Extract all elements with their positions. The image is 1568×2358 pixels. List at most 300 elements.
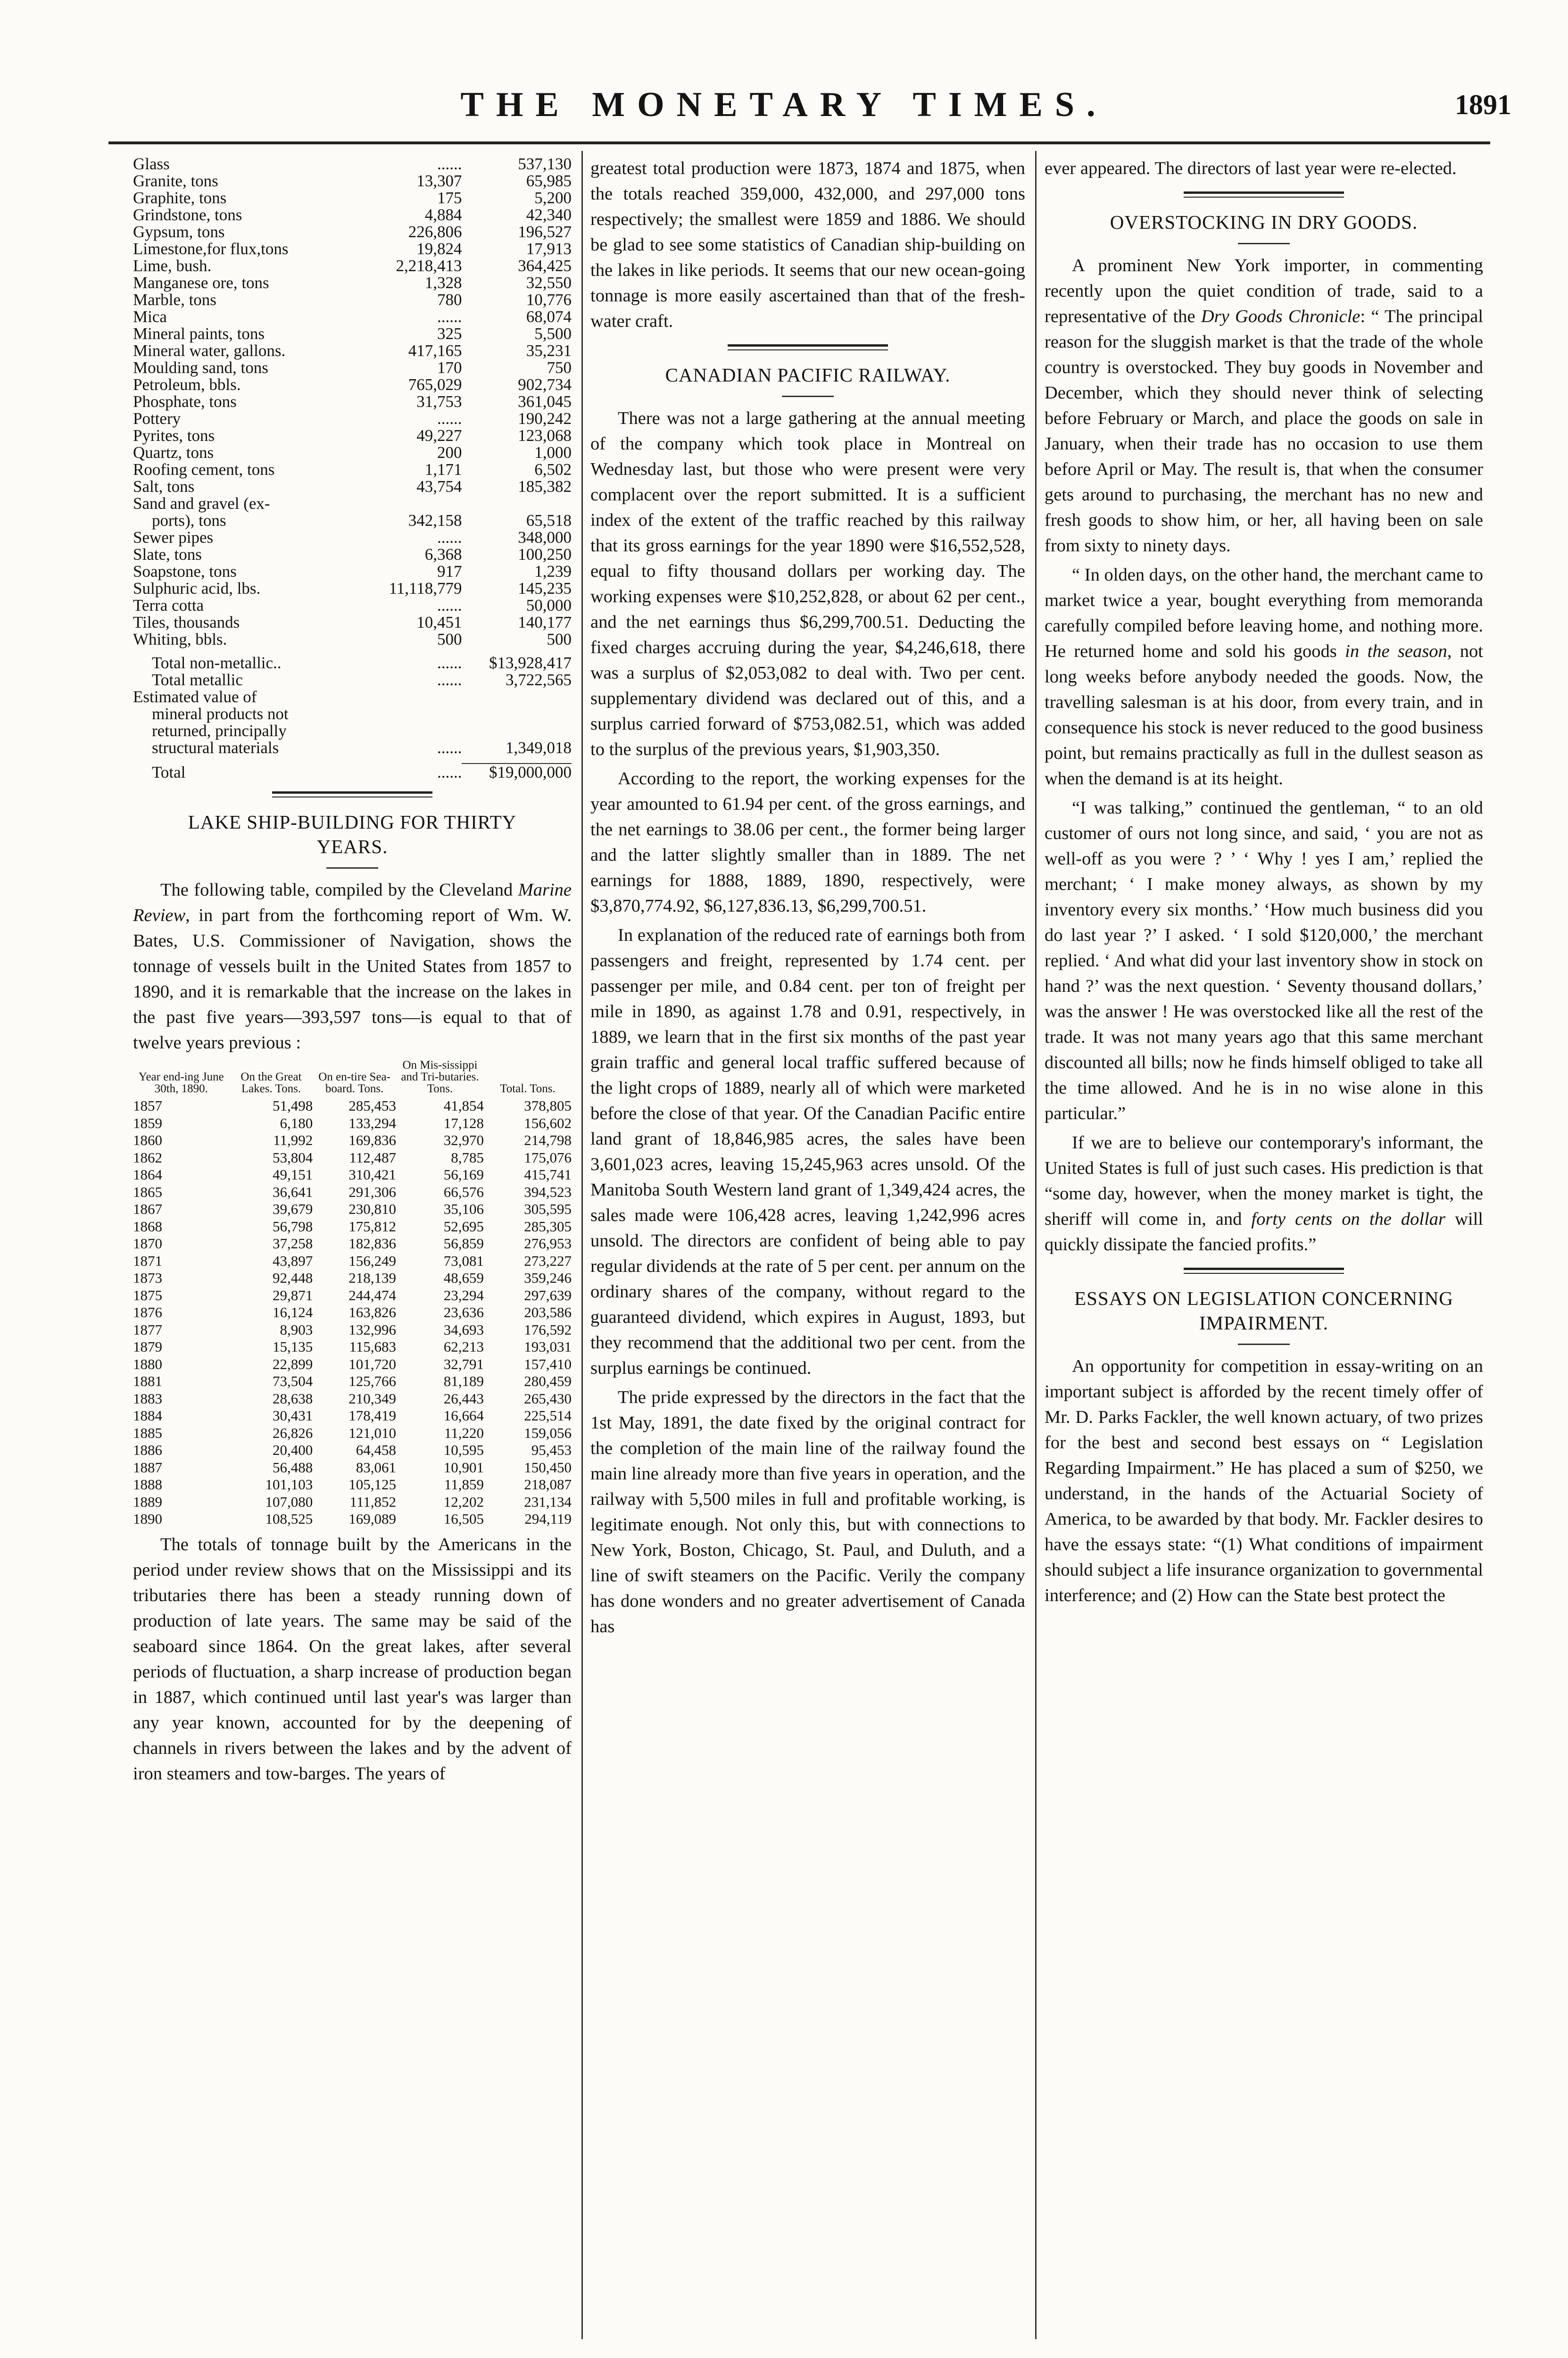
row-seaboard: 121,010 (348, 1424, 396, 1441)
row-great-lakes: 56,488 (273, 1459, 313, 1476)
mineral-name: Sewer pipes (133, 528, 214, 547)
mineral-quantity (387, 495, 462, 512)
summary-value: $13,928,417 (489, 654, 572, 672)
row-seaboard: 156,249 (348, 1252, 396, 1269)
mineral-quantity: 1,328 (424, 274, 462, 292)
row-year: 1870 (133, 1235, 162, 1252)
mineral-name: Terra cotta (133, 596, 204, 614)
row-great-lakes: 39,679 (273, 1201, 313, 1217)
summary-row (133, 689, 572, 706)
summary-label: returned, principally (152, 722, 287, 740)
row-great-lakes: 26,826 (273, 1424, 313, 1441)
mineral-value: 65,985 (526, 172, 572, 190)
mineral-quantity: 43,754 (416, 477, 462, 496)
mineral-quantity: 765,029 (408, 375, 462, 394)
mineral-row (133, 224, 572, 241)
total-value: $19,000,000 (462, 764, 572, 781)
row-mississippi: 23,636 (443, 1304, 484, 1320)
row-mississippi: 52,695 (443, 1218, 484, 1235)
row-total: 157,410 (524, 1355, 572, 1372)
row-year: 1875 (133, 1287, 162, 1304)
cpr-continued: ever appeared. The directors of last year were re-elected. (1045, 158, 1457, 178)
row-mississippi: 41,854 (443, 1097, 484, 1114)
mineral-row (133, 427, 572, 444)
row-mississippi: 10,595 (443, 1442, 484, 1458)
shipbuilding-row (133, 1390, 572, 1408)
row-great-lakes: 92,448 (273, 1270, 313, 1286)
row-mississippi: 66,576 (443, 1183, 484, 1200)
row-mississippi: 56,859 (443, 1235, 484, 1252)
row-mississippi: 23,294 (443, 1287, 484, 1304)
lake-continued: greatest total production were 1873, 1874 and 1875, when the totals reached 359,000, 432,000, and 297,000 tons respectively; the smallest were 1859 and 1886. We should be glad to see some statistics of Canadian ship-building on the lakes in like periods. It seems that our new ocean-going tonnage is more easily ascertained than that of the fresh-water craft. (590, 158, 1025, 331)
row-mississippi: 32,970 (443, 1132, 484, 1148)
summary-row (133, 739, 572, 756)
summary-value (462, 706, 572, 722)
col-year: Year end-ing June 30th, 1890. (138, 1071, 224, 1095)
row-year: 1884 (133, 1407, 162, 1424)
mineral-name: Whiting, bbls. (133, 630, 227, 648)
summary-quantity (387, 706, 462, 722)
column-divider (581, 151, 583, 2339)
mineral-name: Quartz, tons (133, 443, 214, 462)
mineral-quantity: 19,824 (416, 240, 462, 258)
row-total: 218,087 (524, 1476, 572, 1493)
mineral-name: Slate, tons (133, 545, 202, 564)
row-great-lakes: 15,135 (273, 1338, 313, 1355)
mineral-name: Gypsum, tons (133, 223, 225, 241)
row-great-lakes: 8,903 (280, 1321, 313, 1338)
total-label: Total (152, 763, 186, 781)
shipbuilding-row (133, 1407, 572, 1425)
row-seaboard: 83,061 (356, 1459, 396, 1476)
row-year: 1873 (133, 1270, 162, 1286)
row-great-lakes: 108,525 (265, 1511, 313, 1527)
mineral-quantity: 170 (437, 358, 462, 377)
mineral-name: Moulding sand, tons (133, 358, 268, 377)
mineral-value: 1,239 (534, 562, 572, 581)
row-seaboard: 64,458 (356, 1442, 396, 1458)
mineral-quantity: ...... (437, 156, 462, 173)
shipbuilding-row (133, 1115, 572, 1132)
minerals-total-row (133, 764, 572, 781)
row-great-lakes: 28,638 (273, 1390, 313, 1407)
shipbuilding-row (133, 1442, 572, 1459)
row-great-lakes: 37,258 (273, 1235, 313, 1252)
row-total: 378,805 (524, 1097, 572, 1114)
mineral-value: 35,231 (526, 341, 572, 360)
mineral-row (133, 257, 572, 274)
shipbuilding-row (133, 1132, 572, 1149)
mineral-row (133, 410, 572, 427)
mineral-quantity: 11,118,779 (389, 579, 462, 598)
mineral-name: Petroleum, bbls. (133, 375, 241, 394)
shipbuilding-table-header (133, 1059, 572, 1097)
row-year: 1883 (133, 1390, 162, 1407)
summary-quantity (387, 689, 462, 706)
mineral-quantity: 200 (437, 443, 462, 462)
mineral-value: 364,425 (518, 257, 572, 275)
mineral-quantity: 417,165 (408, 341, 462, 360)
newspaper-title: THE MONETARY TIMES. (460, 85, 1108, 124)
mineral-quantity: 1,171 (424, 460, 462, 479)
row-year: 1871 (133, 1252, 162, 1269)
shipbuilding-row (133, 1253, 572, 1270)
mineral-name: Manganese ore, tons (133, 274, 269, 292)
mineral-quantity: ...... (437, 528, 462, 547)
mineral-row (133, 563, 572, 580)
summary-label: mineral products not (152, 705, 289, 723)
mineral-value: 1,000 (534, 443, 572, 462)
row-year: 1879 (133, 1338, 162, 1355)
row-seaboard: 105,125 (348, 1476, 396, 1493)
row-seaboard: 125,766 (348, 1373, 396, 1389)
mineral-name: Granite, tons (133, 172, 218, 190)
row-total: 394,523 (524, 1183, 572, 1200)
col-total: Total. Tons. (500, 1082, 556, 1095)
shipbuilding-row (133, 1184, 572, 1201)
row-seaboard: 310,421 (348, 1166, 396, 1183)
row-seaboard: 111,852 (349, 1493, 396, 1510)
mineral-name: ports), tons (152, 511, 226, 530)
mineral-quantity: 2,218,413 (396, 257, 462, 275)
row-seaboard: 244,474 (348, 1287, 396, 1304)
shipbuilding-row (133, 1201, 572, 1218)
mineral-name: Mica (133, 307, 167, 326)
row-mississippi: 8,785 (451, 1149, 484, 1166)
mineral-value: 123,068 (518, 426, 572, 445)
mineral-value: 100,250 (518, 545, 572, 564)
shipbuilding-row (133, 1338, 572, 1356)
shipbuilding-row (133, 1425, 572, 1442)
row-year: 1862 (133, 1149, 162, 1166)
mineral-row (133, 512, 572, 529)
row-mississippi: 81,189 (443, 1373, 484, 1389)
mineral-value: 17,913 (526, 240, 572, 258)
mineral-name: Limestone,for flux,tons (133, 240, 289, 258)
row-year: 1857 (133, 1097, 162, 1114)
mineral-row (133, 393, 572, 410)
row-total: 231,134 (524, 1493, 572, 1510)
row-mississippi: 56,169 (443, 1166, 484, 1183)
row-great-lakes: 20,400 (273, 1442, 313, 1458)
summary-quantity: ...... (437, 671, 462, 689)
mineral-row (133, 529, 572, 546)
mineral-row (133, 308, 572, 325)
row-year: 1865 (133, 1183, 162, 1200)
mineral-quantity: ...... (437, 596, 462, 614)
row-total: 415,741 (524, 1166, 572, 1183)
row-seaboard: 133,294 (348, 1114, 396, 1131)
shipbuilding-table (133, 1059, 572, 1528)
mineral-value: 10,776 (526, 291, 572, 309)
mineral-name: Sand and gravel (ex- (133, 494, 270, 513)
row-great-lakes: 6,180 (280, 1114, 313, 1131)
row-seaboard: 115,683 (349, 1338, 396, 1355)
row-total: 305,595 (524, 1201, 572, 1217)
summary-row (133, 706, 572, 722)
cpr-paragraph: According to the report, the working expenses for the year amounted to 61.94 per cent. of the gross earnings, and the net earnings to 38.06 per cent., the former being larger and the latter slightly smaller than in 1889. The net earnings for 1888, 1889, 1890, respectively, were $3,870,774.92, $6,127,836.13, $6,299,700.51. (590, 769, 1025, 916)
row-great-lakes: 73,504 (273, 1373, 313, 1389)
mineral-quantity: 780 (437, 291, 462, 309)
mineral-row (133, 580, 572, 597)
mineral-value: 196,527 (518, 223, 572, 241)
mineral-value: 750 (547, 358, 572, 377)
row-great-lakes: 53,804 (273, 1149, 313, 1166)
mineral-row (133, 173, 572, 190)
mineral-value: 140,177 (518, 613, 572, 631)
mineral-row (133, 376, 572, 393)
summary-value: 1,349,018 (506, 739, 572, 757)
row-year: 1867 (133, 1201, 162, 1217)
summary-row (133, 722, 572, 739)
mineral-quantity: 6,368 (424, 545, 462, 564)
mineral-name: Roofing cement, tons (133, 460, 275, 479)
lake-headline: LAKE SHIP-BUILDING FOR THIRTY YEARS. (188, 811, 517, 857)
row-seaboard: 101,720 (348, 1355, 396, 1372)
essays-paragraph: An opportunity for competition in essay-writing on an important subject is afforded by the recent timely offer of Mr. D. Parks Fackler, the well known actuary, of two prizes for the best and second best essays on “ Legislation Regarding Impairment.” He has placed a sum of $250, we understand, in the hands of the Actuarial Society of America, to be awarded by that body. Mr. Fackler desires to have the essays state: “(1) What conditions of impairment should subject a life insurance organization to governmental interference; and (2) How can the State best protect the (1045, 1356, 1483, 1605)
row-seaboard: 218,139 (348, 1270, 396, 1286)
row-mississippi: 48,659 (443, 1270, 484, 1286)
row-seaboard: 163,826 (348, 1304, 396, 1320)
mineral-value: 5,200 (534, 189, 572, 207)
mineral-value: 145,235 (518, 579, 572, 598)
row-mississippi: 10,901 (443, 1459, 484, 1476)
shipbuilding-row (133, 1321, 572, 1339)
mineral-value: 65,518 (526, 511, 572, 530)
mineral-value: 42,340 (526, 206, 572, 224)
lake-after: The totals of tonnage built by the Americans in the period under review shows that on the Mississippi and its tributaries there has been a steady running down of production of late years. The same may be said of the seaboard since 1864. On the great lakes, after several periods of fluctuation, a sharp increase of production began in 1887, which continued until last year's was larger than any year known, accounted for by the deepening of channels in rivers between the lakes and by the advent of iron steamers and tow-barges. The years of (133, 1534, 572, 1784)
shipbuilding-row (133, 1304, 572, 1321)
mineral-quantity: 226,806 (408, 223, 462, 241)
mineral-row (133, 478, 572, 495)
mineral-value: 5,500 (534, 324, 572, 343)
row-total: 285,305 (524, 1218, 572, 1235)
total-quantity: ...... (437, 763, 462, 781)
mineral-quantity: 325 (437, 324, 462, 343)
summary-value: 3,722,565 (506, 671, 572, 689)
section-rule (1184, 191, 1344, 198)
mineral-name: Glass (133, 156, 170, 173)
row-total: 159,056 (524, 1424, 572, 1441)
dry-goods-paragraph: “ In olden days, on the other hand, the merchant came to market twice a year, bought everything from memoranda carefully compiled before leaving home, and nothing more. He returned home and sold his goods in the season, not long weeks before anybody needed the goods. Now, the travelling salesman is at his door, from every train, and in consequence his stock is never reduced to the good business point, but remains practically as full in the dullest season as when the demand is at its height. (1045, 565, 1483, 789)
row-seaboard: 169,836 (348, 1132, 396, 1148)
mineral-name: Sulphuric acid, lbs. (133, 579, 261, 598)
section-rule (272, 791, 432, 797)
header-rule (108, 141, 1490, 144)
mineral-row (133, 597, 572, 614)
row-mississippi: 62,213 (443, 1338, 484, 1355)
lake-intro: The following table, compiled by the Cleveland Marine Review, in part from the forthcoming report of Wm. W. Bates, U.S. Commissioner of Navigation, shows the tonnage of vessels built in the United States from 1857 to 1890, and it is remarkable that the increase on the lakes in the past five years—393,597 tons—is equal to that of twelve years previous : (133, 880, 572, 1053)
mineral-quantity: 500 (437, 630, 462, 648)
page-number: 1891 (1455, 89, 1511, 120)
dry-goods-paragraph: If we are to believe our contemporary's informant, the United States is full of just such cases. His prediction is that “some day, however, when the money market is tight, the sheriff will come in, and forty cents on the dollar will quickly dissipate the fancied profits.” (1045, 1133, 1483, 1254)
shipbuilding-row (133, 1097, 572, 1115)
summary-label: structural materials (152, 739, 279, 757)
shipbuilding-row (133, 1476, 572, 1494)
minerals-summary (133, 655, 572, 781)
summary-row (133, 655, 572, 672)
row-year: 1877 (133, 1321, 162, 1338)
mineral-quantity: 31,753 (416, 392, 462, 411)
mineral-value: 537,130 (518, 156, 572, 173)
row-seaboard: 291,306 (348, 1183, 396, 1200)
row-mississippi: 16,505 (443, 1511, 484, 1527)
minerals-table (133, 156, 572, 648)
row-great-lakes: 101,103 (265, 1476, 313, 1493)
mineral-row (133, 444, 572, 461)
column-3 (1045, 156, 1483, 2339)
row-year: 1888 (133, 1476, 162, 1493)
row-seaboard: 175,812 (348, 1218, 396, 1235)
row-year: 1881 (133, 1373, 162, 1389)
col-seaboard: On en-tire Sea-board. Tons. (318, 1071, 390, 1095)
mineral-value: 32,550 (526, 274, 572, 292)
mineral-row (133, 207, 572, 224)
row-total: 156,602 (524, 1114, 572, 1131)
section-rule (728, 344, 888, 350)
row-great-lakes: 36,641 (273, 1183, 313, 1200)
mineral-row (133, 291, 572, 308)
mineral-value: 185,382 (518, 477, 572, 496)
mineral-name: Phosphate, tons (133, 392, 237, 411)
row-seaboard: 112,487 (349, 1149, 396, 1166)
mineral-quantity: 342,158 (408, 511, 462, 530)
mineral-quantity: ...... (437, 409, 462, 428)
row-great-lakes: 30,431 (273, 1407, 313, 1424)
row-seaboard: 132,996 (348, 1321, 396, 1338)
shipbuilding-row (133, 1270, 572, 1287)
row-great-lakes: 22,899 (273, 1355, 313, 1372)
summary-quantity (387, 722, 462, 739)
row-great-lakes: 51,498 (273, 1097, 313, 1114)
row-mississippi: 35,106 (443, 1201, 484, 1217)
mineral-value: 68,074 (526, 307, 572, 326)
mineral-quantity: 13,307 (416, 172, 462, 190)
section-rule (1184, 1268, 1344, 1274)
mineral-name: Lime, bush. (133, 257, 212, 275)
row-great-lakes: 29,871 (273, 1287, 313, 1304)
row-great-lakes: 107,080 (265, 1493, 313, 1510)
column-2 (590, 156, 1025, 2339)
row-mississippi: 26,443 (443, 1390, 484, 1407)
row-total: 359,246 (524, 1270, 572, 1286)
mineral-row (133, 325, 572, 342)
row-total: 294,119 (524, 1511, 572, 1527)
mineral-row (133, 495, 572, 512)
row-year: 1880 (133, 1355, 162, 1372)
mineral-value: 500 (547, 630, 572, 648)
mineral-row (133, 274, 572, 291)
mineral-row (133, 241, 572, 257)
row-great-lakes: 49,151 (273, 1166, 313, 1183)
row-mississippi: 11,859 (444, 1476, 484, 1493)
cpr-paragraph: The pride expressed by the directors in the fact that the 1st May, 1891, the date fixed by the original contract for the completion of the main line of the railway found the main line already more than five years in operation, and the railway with 5,500 miles in full and profitable working, is legitimate enough. Not only this, but with connections to New York, Boston, Chicago, St. Paul, and Duluth, and a line of swift steamers on the Pacific. Verily the company has done wonders and no greater advertisement of Canada has (590, 1387, 1025, 1636)
headline-rule (326, 867, 378, 869)
mineral-value: 902,734 (518, 375, 572, 394)
mineral-name: Mineral water, gallons. (133, 341, 286, 360)
cpr-headline: CANADIAN PACIFIC RAILWAY. (665, 364, 951, 386)
mineral-row (133, 342, 572, 359)
mineral-name: Mineral paints, tons (133, 324, 265, 343)
mineral-name: Pottery (133, 409, 181, 428)
dry-goods-headline: OVERSTOCKING IN DRY GOODS. (1110, 211, 1418, 233)
row-year: 1890 (133, 1511, 162, 1527)
summary-label: Total non-metallic.. (152, 654, 282, 672)
summary-quantity: ...... (437, 654, 462, 672)
row-seaboard: 285,453 (348, 1097, 396, 1114)
row-total: 175,076 (524, 1149, 572, 1166)
summary-label: Total metallic (152, 671, 243, 689)
mineral-value: 361,045 (518, 392, 572, 411)
shipbuilding-row (133, 1166, 572, 1184)
row-year: 1859 (133, 1114, 162, 1131)
mineral-value (462, 495, 572, 512)
summary-value (462, 689, 572, 706)
shipbuilding-row (133, 1149, 572, 1167)
shipbuilding-row (133, 1494, 572, 1511)
row-total: 95,453 (531, 1442, 572, 1458)
mineral-name: Pyrites, tons (133, 426, 215, 445)
row-seaboard: 210,349 (348, 1390, 396, 1407)
row-seaboard: 230,810 (348, 1201, 396, 1217)
row-mississippi: 73,081 (443, 1252, 484, 1269)
mineral-value: 50,000 (526, 596, 572, 614)
cpr-paragraph: In explanation of the reduced rate of earnings both from passengers and freight, represented by 1.74 cent. per passenger per mile, and 0.84 cent. per ton of freight per mile in 1890, as against 1.78 and 0.91, respectively, in 1889, we learn that in the first six months of the past year grain traffic and general local traffic suffered because of the light crops of 1889, nearly all of which were marketed before the close of that year. Of the Canadian Pacific entire land grant of 18,846,985 acres, the sales have been 3,601,023 acres, leaving 15,245,963 acres unsold. Of the Manitoba South Western land grant of 1,349,424 acres, the sales made were 106,428 acres, leaving 1,242,996 acres unsold. The directors are confident of being able to pay regular dividends at the rate of 5 per cent. per annum on the ordinary shares of the company, without regard to the guaranteed dividend, which expires in August, 1893, but they recommend that the additional two per cent. from the surplus earnings be continued. (590, 925, 1025, 1378)
summary-quantity: ...... (437, 739, 462, 757)
row-great-lakes: 56,798 (273, 1218, 313, 1235)
mineral-value: 348,000 (518, 528, 572, 547)
mineral-row (133, 614, 572, 631)
row-mississippi: 16,664 (443, 1407, 484, 1424)
row-mississippi: 32,791 (443, 1355, 484, 1372)
column-1 (133, 156, 572, 2339)
row-year: 1887 (133, 1459, 162, 1476)
mineral-row (133, 359, 572, 376)
essays-headline: ESSAYS ON LEGISLATION CONCERNING IMPAIRMENT. (1074, 1287, 1453, 1334)
row-year: 1864 (133, 1166, 162, 1183)
summary-value (462, 722, 572, 739)
row-year: 1868 (133, 1218, 162, 1235)
mineral-value: 190,242 (518, 409, 572, 428)
row-mississippi: 12,202 (443, 1493, 484, 1510)
row-total: 176,592 (524, 1321, 572, 1338)
mineral-quantity: 10,451 (416, 613, 462, 631)
row-total: 150,450 (524, 1459, 572, 1476)
headline-rule (1238, 243, 1290, 244)
mineral-name: Graphite, tons (133, 189, 227, 207)
mineral-quantity: 4,884 (424, 206, 462, 224)
row-mississippi: 17,128 (443, 1114, 484, 1131)
mineral-row (133, 190, 572, 207)
mineral-quantity: ...... (437, 307, 462, 326)
row-total: 193,031 (524, 1338, 572, 1355)
shipbuilding-row (133, 1235, 572, 1253)
row-mississippi: 34,693 (443, 1321, 484, 1338)
mineral-row (133, 156, 572, 173)
mineral-name: Marble, tons (133, 291, 216, 309)
mineral-quantity: 917 (437, 562, 462, 581)
row-year: 1860 (133, 1132, 162, 1148)
mineral-name: Grindstone, tons (133, 206, 242, 224)
shipbuilding-row (133, 1373, 572, 1390)
mineral-name: Tiles, thousands (133, 613, 240, 631)
row-total: 280,459 (524, 1373, 572, 1389)
mineral-quantity: 49,227 (416, 426, 462, 445)
mineral-name: Salt, tons (133, 477, 195, 496)
row-mississippi: 11,220 (444, 1424, 484, 1441)
row-total: 225,514 (524, 1407, 572, 1424)
shipbuilding-row (133, 1511, 572, 1528)
